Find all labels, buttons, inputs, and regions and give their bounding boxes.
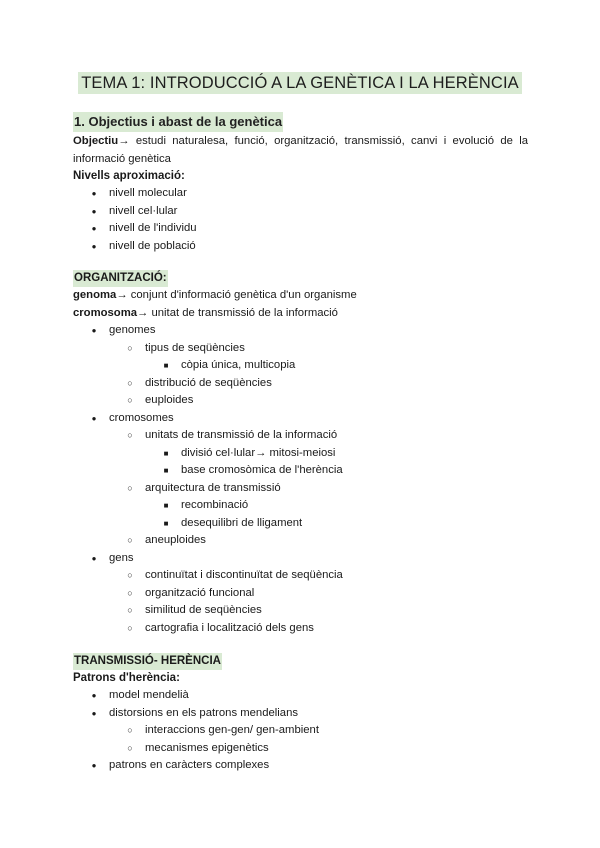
title-container: [0, 72, 600, 94]
bullet-icon: ●: [91, 553, 97, 563]
bullet-icon: ●: [91, 708, 97, 718]
section-heading-organitzacio: ORGANITZACIÓ:: [73, 270, 168, 287]
bullet-icon: ●: [91, 241, 97, 251]
list-item: ● nivell cel·lular: [73, 203, 528, 221]
bullet-icon: ●: [91, 224, 97, 233]
list-item: ● patrons en caràcters complexes: [73, 757, 528, 775]
bullet-icon: ○: [127, 482, 133, 493]
bullet-icon: ■: [163, 501, 169, 510]
bullet-icon: ○: [127, 395, 133, 405]
objectiu-paragraph: [73, 133, 528, 168]
bullet-icon: ●: [91, 206, 97, 216]
list-item: ○ arquitectura de transmissió: [73, 480, 528, 498]
list-item: ● nivell molecular: [73, 185, 528, 203]
list-item: ○ tipus de seqüències: [73, 340, 528, 358]
list-item: ● cromosomes: [73, 410, 528, 428]
bullet-icon: ○: [127, 570, 133, 580]
list-item: ○ interaccions gen-gen/ gen-ambient: [73, 722, 528, 740]
section-organitzacio: [73, 270, 528, 637]
objectiu-label: Objectiu: [73, 135, 119, 147]
transmissio-list: [73, 687, 528, 775]
section-objectius: [73, 112, 528, 255]
list-item: ● nivell de població: [73, 238, 528, 256]
bullet-icon: ●: [91, 189, 97, 198]
list-item: ○ euploides: [73, 392, 528, 410]
bullet-icon: ○: [127, 535, 133, 545]
bullet-icon: ●: [91, 691, 97, 700]
list-item: ● model mendelià: [73, 687, 528, 705]
bullet-icon: ●: [91, 413, 97, 423]
bullet-icon: ●: [91, 326, 97, 335]
bullet-icon: ■: [163, 518, 169, 528]
bullet-icon: ●: [91, 761, 97, 770]
section-heading-transmissio: TRANSMISSIÓ- HERÈNCIA: [73, 653, 222, 670]
bullet-icon: ○: [127, 342, 133, 353]
list-item: ■ desequilibri de lligament: [73, 515, 528, 533]
bullet-icon: ○: [127, 725, 133, 735]
list-item: ● nivell de l'individu: [73, 220, 528, 238]
genoma-definition: genoma→ conjunt d'informació genètica d'un organisme: [73, 289, 357, 301]
organitzacio-list: [73, 322, 528, 637]
nivells-list: [73, 185, 528, 255]
list-item: ● gens: [73, 550, 528, 568]
list-item: ● genomes: [73, 322, 528, 340]
list-item: ■ base cromosòmica de l'herència: [73, 462, 528, 480]
list-item: ○ mecanismes epigenètics: [73, 740, 528, 758]
bullet-icon: ■: [163, 466, 169, 475]
bullet-icon: ○: [127, 377, 133, 388]
document-title: TEMA 1: INTRODUCCIÓ A LA GENÈTICA I LA HERÈNCIA: [78, 72, 521, 94]
list-item: ■ recombinació: [73, 497, 528, 515]
list-item: ○ aneuploides: [73, 532, 528, 550]
bullet-icon: ○: [127, 622, 133, 633]
bullet-icon: ○: [127, 430, 133, 440]
cromosoma-definition: cromosoma→ unitat de transmissió de la informació: [73, 306, 338, 319]
list-item: ○ distribució de seqüències: [73, 375, 528, 393]
bullet-icon: ○: [127, 587, 133, 598]
patrons-heading: Patrons d'herència:: [73, 672, 180, 684]
bullet-icon: ○: [127, 742, 133, 753]
section-heading-objectius: 1. Objectius i abast de la genètica: [73, 112, 283, 132]
list-item: ○ continuïtat i discontinuïtat de seqüència: [73, 567, 528, 585]
section-transmissio: [73, 653, 528, 775]
bullet-icon: ○: [127, 605, 133, 615]
bullet-icon: ■: [163, 361, 169, 370]
list-item: ○ similitud de seqüències: [73, 602, 528, 620]
list-item: ● distorsions en els patrons mendelians: [73, 705, 528, 723]
nivells-heading: Nivells aproximació:: [73, 170, 185, 182]
list-item: ■ còpia única, multicopia: [73, 357, 528, 375]
list-item: ○ unitats de transmissió de la informació: [73, 427, 528, 445]
objectiu-text: → estudi naturalesa, funció, organització, transmissió, canvi i evolució de la informació genètica: [73, 135, 528, 165]
list-item: ○ cartografia i localització dels gens: [73, 620, 528, 638]
list-item: ■ divisió cel·lular→ mitosi-meiosi: [73, 445, 528, 463]
list-item: ○ organització funcional: [73, 585, 528, 603]
bullet-icon: ■: [163, 448, 169, 458]
